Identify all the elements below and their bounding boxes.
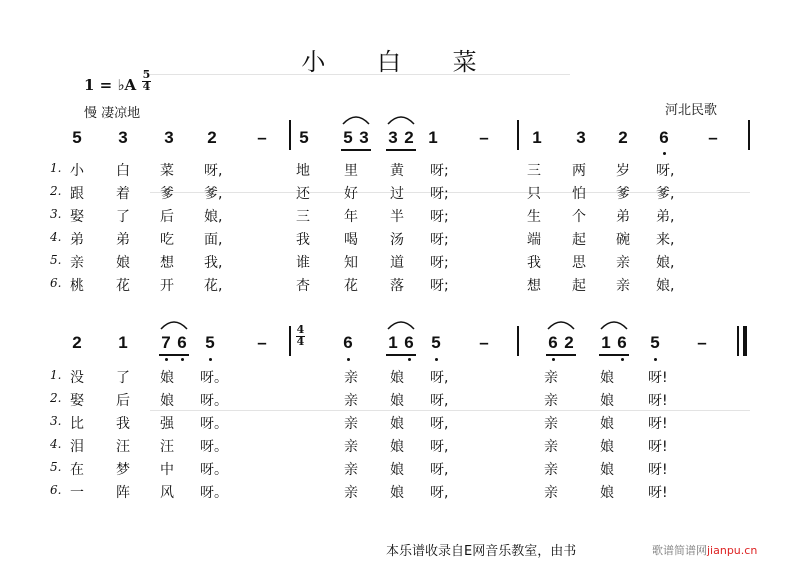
underline (159, 354, 189, 356)
bar-line (289, 326, 291, 356)
note: 3 (118, 128, 128, 147)
note: 5 (343, 128, 353, 147)
note: 3 (388, 128, 398, 147)
note: 5 (205, 333, 215, 352)
time-signature-top: 5 (142, 68, 151, 81)
final-bar-thick (743, 326, 747, 356)
lower-octave-dot (663, 152, 666, 155)
lower-octave-dot (621, 358, 624, 361)
lower-octave-dot (347, 358, 350, 361)
underline (386, 149, 416, 151)
slur (386, 317, 416, 331)
note: 3 (359, 128, 369, 147)
note: 5 (72, 128, 82, 147)
dash: – (257, 128, 267, 147)
site-name: 歌谱简谱网 (652, 544, 707, 557)
site-watermark (652, 542, 757, 558)
note: 1 (601, 333, 611, 352)
note: 1 (388, 333, 398, 352)
note: 6 (548, 333, 558, 352)
site-domain: jianpu.cn (707, 544, 758, 557)
song-title: 小 白 菜 (301, 48, 499, 76)
lower-octave-dot (165, 358, 168, 361)
note: 6 (343, 333, 353, 352)
note: 2 (564, 333, 574, 352)
bar-line (517, 120, 519, 150)
slur (386, 112, 416, 126)
note: 6 (404, 333, 414, 352)
note: 1 (118, 333, 128, 352)
dash: – (708, 128, 718, 147)
note: 7 (161, 333, 171, 352)
bar-line (748, 120, 750, 150)
note: 2 (618, 128, 628, 147)
lower-octave-dot (209, 358, 212, 361)
note: 5 (650, 333, 660, 352)
dash: – (697, 333, 707, 352)
lower-octave-dot (552, 358, 555, 361)
slur (546, 317, 576, 331)
note: 2 (207, 128, 217, 147)
note: 1 (428, 128, 438, 147)
scan-artifact (150, 410, 750, 411)
lower-octave-dot (654, 358, 657, 361)
note: 2 (404, 128, 414, 147)
key-signature: 1 = ♭A (84, 76, 137, 94)
note: 6 (617, 333, 627, 352)
bar-line (289, 120, 291, 150)
note: 6 (177, 333, 187, 352)
note: 5 (431, 333, 441, 352)
note: 3 (164, 128, 174, 147)
underline (386, 354, 416, 356)
note: 6 (659, 128, 669, 147)
lower-octave-dot (435, 358, 438, 361)
lower-octave-dot (408, 358, 411, 361)
note: 5 (299, 128, 309, 147)
song-origin: 河北民歌 (665, 103, 718, 118)
slur (159, 317, 189, 331)
underline (599, 354, 629, 356)
bar-line (517, 326, 519, 356)
underline (341, 149, 371, 151)
slur (599, 317, 629, 331)
final-bar-thin (737, 326, 739, 356)
time-signature-change: 4 4 (296, 323, 305, 348)
underline (546, 354, 576, 356)
note: 1 (532, 128, 542, 147)
time-signature (142, 70, 151, 92)
dash: – (479, 333, 489, 352)
note: 3 (576, 128, 586, 147)
note: 2 (72, 333, 82, 352)
tempo-marking: 慢 凄凉地 (84, 106, 141, 121)
dash: – (479, 128, 489, 147)
lower-octave-dot (181, 358, 184, 361)
dash: – (257, 333, 267, 352)
slur (341, 112, 371, 126)
time-signature-bottom: 4 (142, 80, 151, 93)
source-footer: 本乐谱收录自E网音乐教室，由书 (386, 544, 577, 559)
